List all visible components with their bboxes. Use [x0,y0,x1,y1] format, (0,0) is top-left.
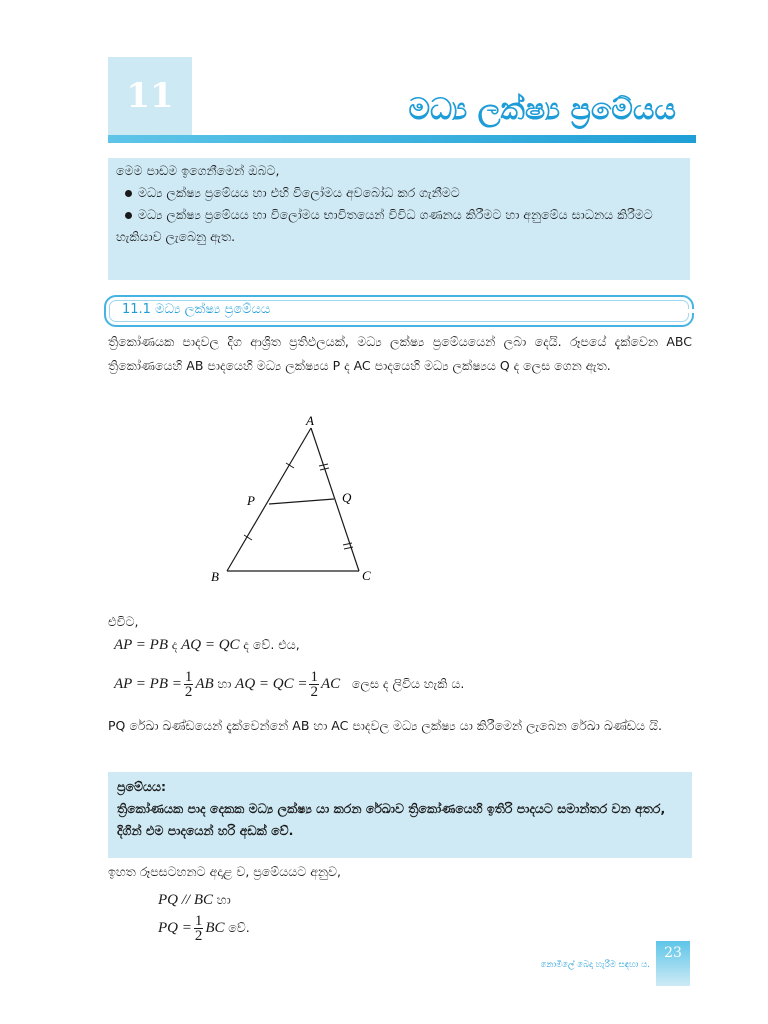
result-line-2 [158,914,250,943]
chapter-number: 11 [126,76,174,116]
triangle-figure [200,410,390,590]
page-number: 23 [664,945,682,961]
pq-paragraph-text: PQ රේඛා ඛණ්ඩයෙන් දැක්වෙන්නේ AB හා AC පාදවල මධ්‍ය ලක්ෂ්‍ය යා කිරීමෙන් ලැබෙන රේඛා ඛණ්ඩය යි. [108,718,662,733]
vertex-label-a: A [306,413,314,428]
theorem-box [108,772,692,858]
fraction-denominator: 2 [184,684,193,700]
theorem-text: ත්‍රිකෝණයක පාද දෙකක මධ්‍ය ලක්ෂ්‍ය යා කරන රේඛාව ත්‍රිකෝණයෙහි ඉතිරි පාදයට සමාන්තර වන අතර, දිගින් එම පාදයෙන් හරි අඩක් වේ. [117,801,666,838]
result-line2-tail: වේ. [228,919,250,935]
intro-paragraph [108,330,692,378]
section-heading-box [104,295,694,327]
eq2-and: හා [217,675,232,691]
result-parallel: PQ // BC [158,892,213,908]
eq1-and: ද [171,637,178,652]
point-label-q: Q [342,490,352,505]
eq1-part2: AQ = QC [181,637,240,653]
eq2-tail: ලෙස ද ලිවිය හැකි ය. [351,675,465,691]
according-text: ඉහත රූපසටහනට අදාළ ව, ප්‍රමේයයට අනුව, [108,864,342,879]
chapter-title: මධ්‍ය ලක්ෂ්‍ය ප්‍රමේයය [408,92,676,127]
equation-1 [114,637,300,654]
eq1-part1: AP = PB [114,637,169,653]
section-title: 11.1 මධ්‍ය ලක්ෂ්‍ය ප්‍රමේයය [122,302,271,317]
eq2-mid: AQ = QC = [235,675,308,692]
then-text: එවිට, [108,614,139,629]
fraction-numerator: 1 [194,913,203,929]
objectives-intro: මෙම පාඩම ඉගෙනීමෙන් ඔබට, [116,163,280,178]
objective-item: මධ්‍ය ලක්ෂ්‍ය ප්‍රමේයය හා එහි විලෝමය අවබෝධ කර ගැනීමට [138,182,682,204]
eq1-tail: ද වේ. එය, [243,637,300,652]
fraction-numerator: 1 [310,669,318,685]
eq2-left: AP = PB = [114,675,182,692]
result-bc: BC [205,919,225,936]
vertex-label-b: B [211,569,219,584]
learning-objectives-box [108,158,690,280]
result-line1-tail: හා [216,892,231,907]
result-line-1 [158,892,231,909]
fraction-half [309,670,319,699]
side-ac [311,428,359,571]
footer-note: නොමිලේ බෙදා හැරීම සඳහා ය. [540,960,650,970]
equation-2 [114,670,464,699]
fraction-denominator: 2 [310,684,318,700]
segment-pq [269,499,334,504]
result-pq: PQ = [158,919,192,936]
fraction-denominator: 2 [194,928,203,944]
objectives-outro: හැකියාව ලැබෙනු ඇත. [116,229,236,244]
fraction-half [184,670,194,699]
fraction-half [194,914,204,943]
vertex-label-c: C [362,568,371,583]
theorem-heading: ප්‍රමේයය: [117,779,166,794]
eq2-ab: AB [195,675,214,692]
intro-paragraph-text: ත්‍රිකෝණයක පාදවල දිග ආශ්‍රිත ප්‍රතිඵලයක්, මධ්‍ය ලක්ෂ්‍ය ප්‍රමේයයෙන් ලබා දෙයි. රූපයේ දැක්වෙන ABC ත්‍රිකෝණයෙහි AB පාදයෙහි මධ්‍ය ලක්ෂ්‍යය P ද AC පාදයෙහි මධ්‍ය ලක්ෂ්‍යය Q ද ලෙස ගෙන ඇත. [108,334,692,373]
chapter-number-box [108,57,192,135]
point-label-p: P [247,493,255,508]
page-number-tab [656,941,690,986]
fraction-numerator: 1 [184,669,193,685]
pq-paragraph [108,714,692,738]
objective-item: මධ්‍ය ලක්ෂ්‍ය ප්‍රමේයය හා විලෝමය භාවිතයෙන් විවිධ ගණනය කිරීමට හා අනුමේය සාධනය කිරීමට [138,204,682,226]
objectives-list [116,182,682,226]
chapter-header-band [108,135,696,143]
eq2-ac: AC [320,675,341,692]
side-ab [227,428,311,571]
